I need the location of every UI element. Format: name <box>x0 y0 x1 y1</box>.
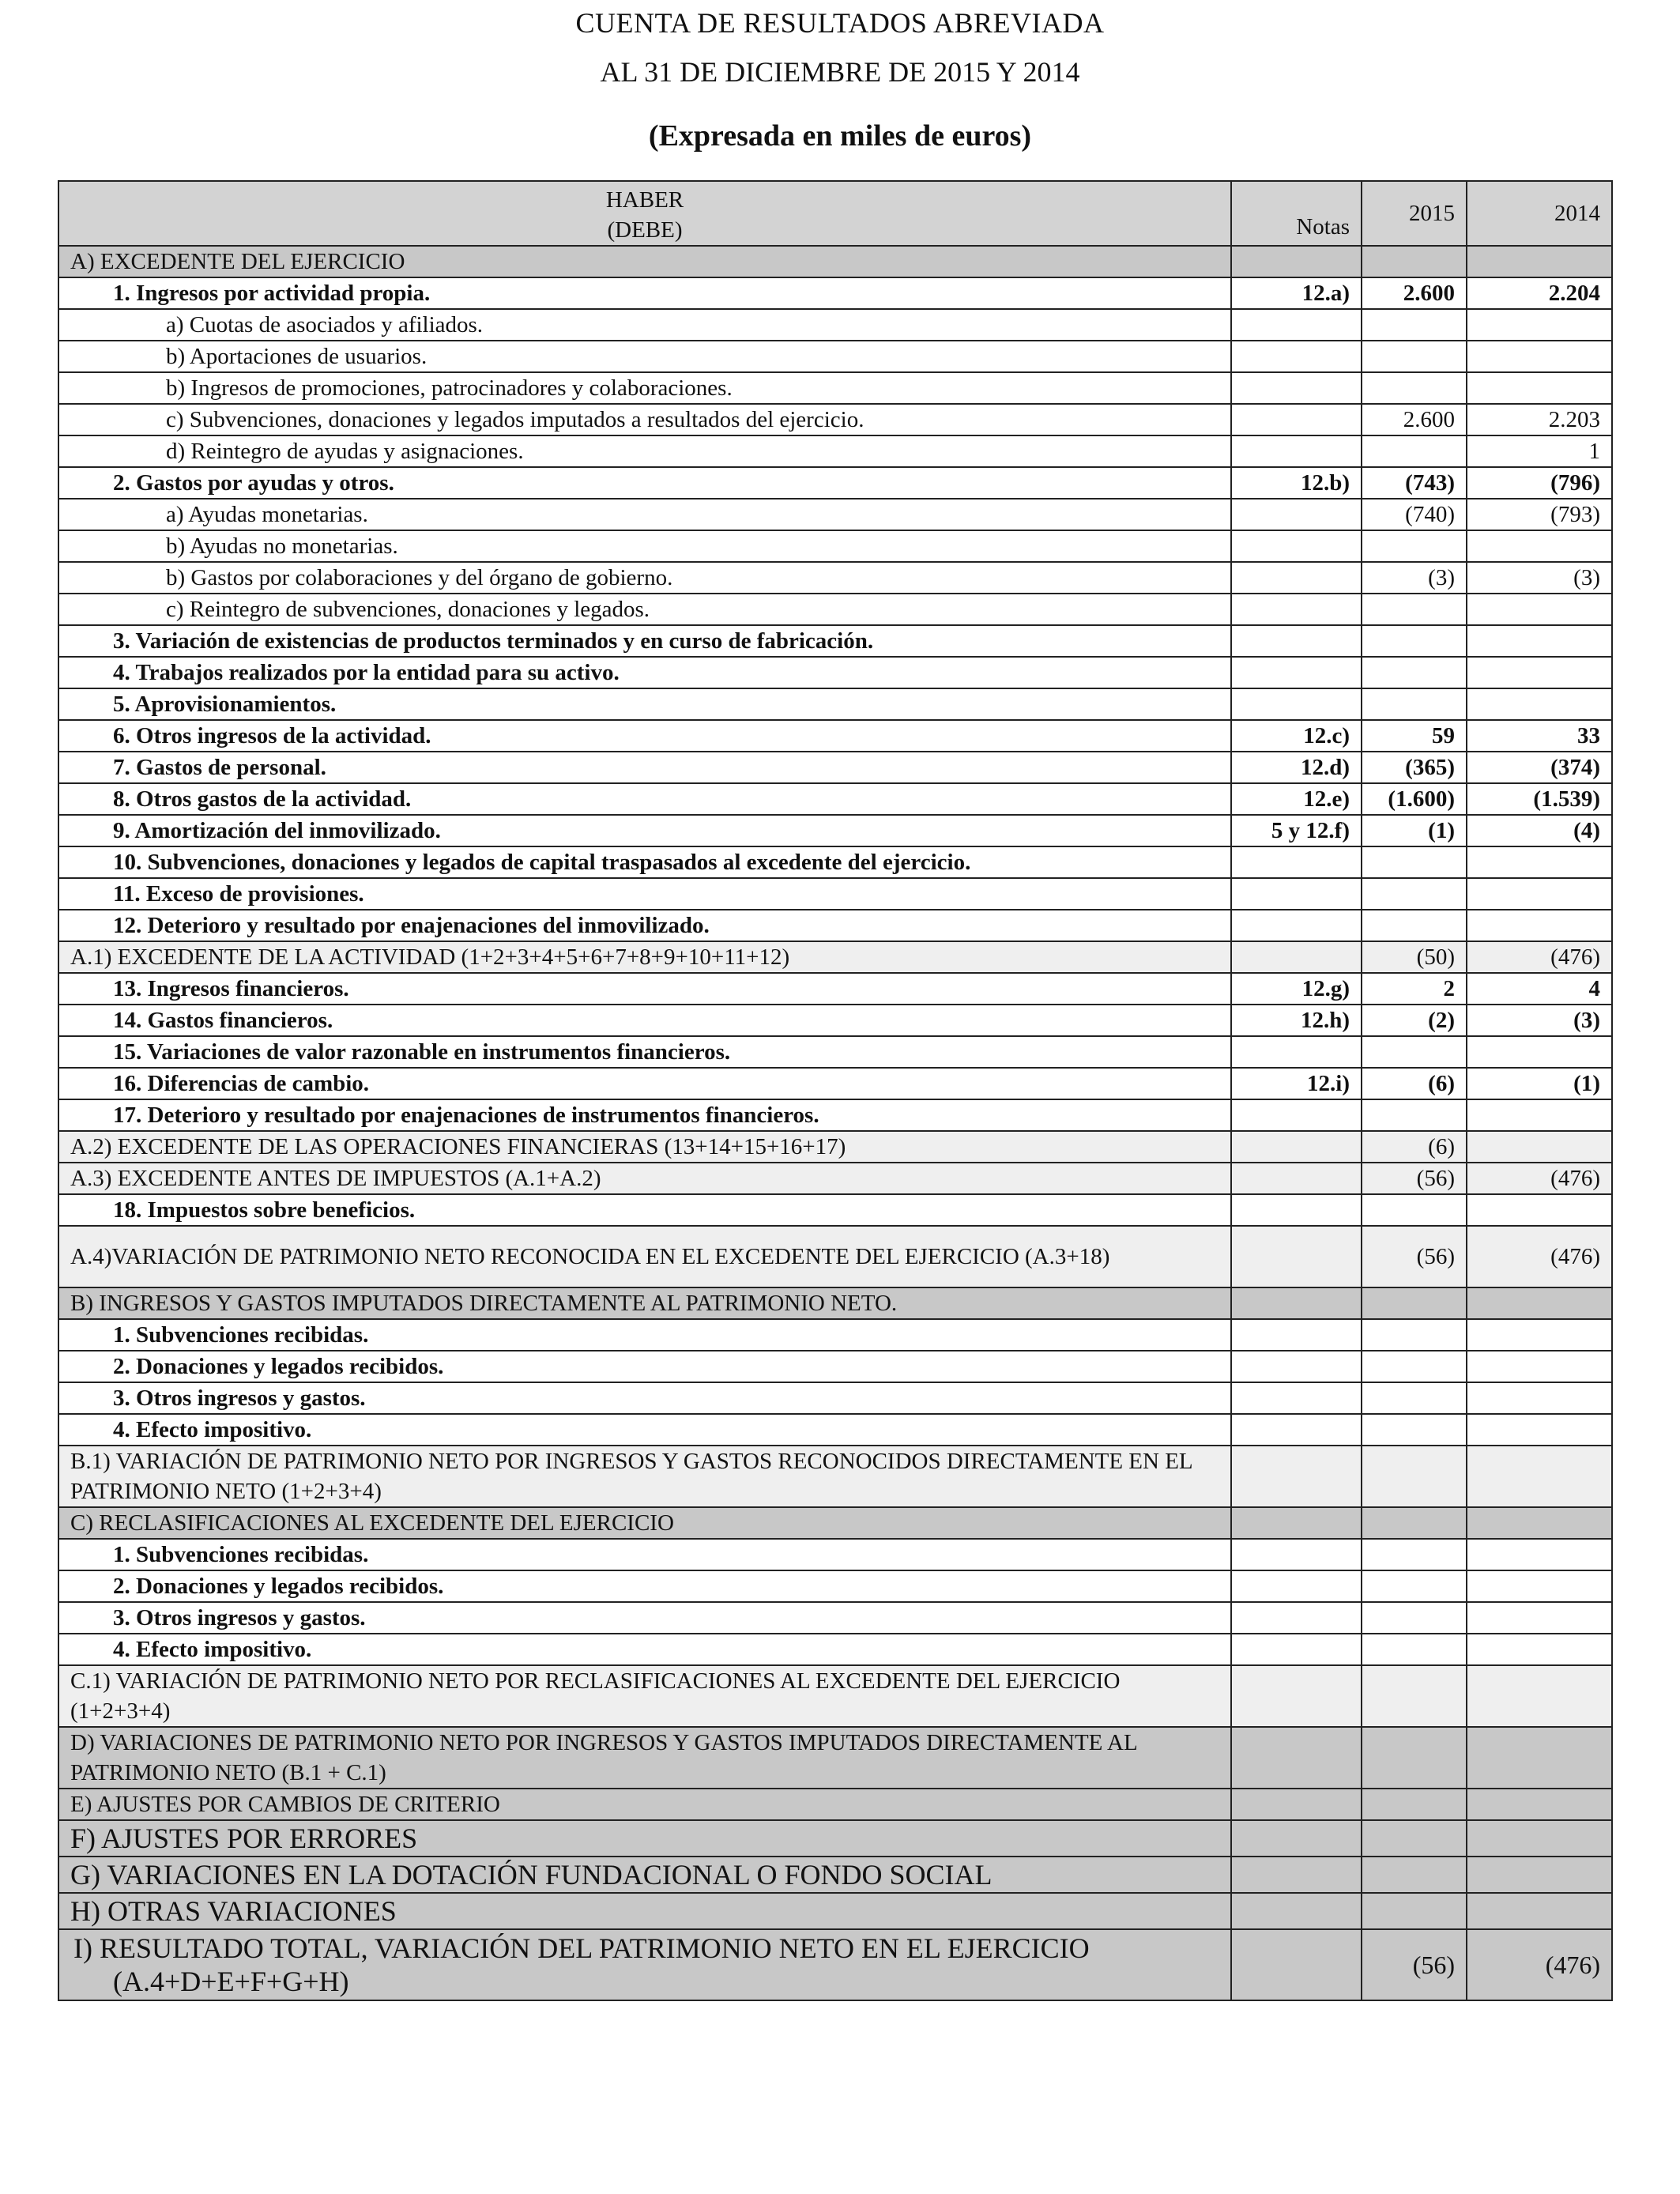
row-label: C.1) VARIACIÓN DE PATRIMONIO NETO POR RECLASIFICACIONES AL EXCEDENTE DEL EJERCICIO (1+2+3+4) <box>58 1665 1231 1727</box>
row-value-2015: (56) <box>1362 1163 1467 1194</box>
row-label: 11. Exceso de provisiones. <box>58 878 1231 910</box>
table-row <box>58 1099 1612 1131</box>
row-value-2015: (1) <box>1362 815 1467 846</box>
row-value-2015 <box>1362 910 1467 941</box>
report-subtitle: AL 31 DE DICIEMBRE DE 2015 Y 2014 <box>600 56 1080 88</box>
row-value-2014 <box>1467 1820 1612 1857</box>
row-notas <box>1231 1163 1362 1194</box>
table-row <box>58 372 1612 404</box>
row-value-2014 <box>1467 530 1612 562</box>
table-row <box>58 720 1612 752</box>
table-row <box>58 1319 1612 1351</box>
table-row <box>58 1789 1612 1820</box>
table-row <box>58 1820 1612 1857</box>
row-notas <box>1231 435 1362 467</box>
row-label: 4. Efecto impositivo. <box>58 1414 1231 1446</box>
row-notas <box>1231 1929 1362 2000</box>
row-label: 18. Impuestos sobre beneficios. <box>58 1194 1231 1226</box>
row-value-2015 <box>1362 657 1467 688</box>
row-label: 3. Otros ingresos y gastos. <box>58 1602 1231 1634</box>
header-2015: 2015 <box>1362 181 1467 246</box>
row-value-2014 <box>1467 1893 1612 1929</box>
row-label: 2. Donaciones y legados recibidos. <box>58 1570 1231 1602</box>
row-value-2015: (743) <box>1362 467 1467 499</box>
table-row <box>58 1539 1612 1570</box>
row-notas <box>1231 372 1362 404</box>
row-value-2014 <box>1467 246 1612 277</box>
row-value-2014 <box>1467 1036 1612 1068</box>
row-notas <box>1231 625 1362 657</box>
row-notas <box>1231 1414 1362 1446</box>
table-row <box>58 435 1612 467</box>
row-value-2014 <box>1467 1539 1612 1570</box>
table-row <box>58 404 1612 435</box>
row-notas <box>1231 910 1362 941</box>
table-row <box>58 1131 1612 1163</box>
row-notas: 5 y 12.f) <box>1231 815 1362 846</box>
row-notas: 12.i) <box>1231 1068 1362 1099</box>
row-value-2015 <box>1362 1789 1467 1820</box>
row-label: 2. Donaciones y legados recibidos. <box>58 1351 1231 1382</box>
table-row <box>58 1857 1612 1893</box>
row-notas <box>1231 1226 1362 1287</box>
row-notas <box>1231 1194 1362 1226</box>
row-value-2015 <box>1362 246 1467 277</box>
header-debe: (DEBE) <box>607 217 683 243</box>
table-row <box>58 1893 1612 1929</box>
report-unit-note: (Expresada en miles de euros) <box>648 119 1032 153</box>
row-value-2014 <box>1467 1414 1612 1446</box>
table-row <box>58 1446 1612 1507</box>
row-value-2014 <box>1467 846 1612 878</box>
row-value-2015 <box>1362 530 1467 562</box>
row-label: 1. Subvenciones recibidas. <box>58 1319 1231 1351</box>
row-value-2015 <box>1362 1351 1467 1382</box>
row-label: 1. Ingresos por actividad propia. <box>58 277 1231 309</box>
row-label: A) EXCEDENTE DEL EJERCICIO <box>58 246 1231 277</box>
row-label: H) OTRAS VARIACIONES <box>58 1893 1231 1929</box>
row-label: a) Cuotas de asociados y afiliados. <box>58 309 1231 341</box>
row-value-2014 <box>1467 1665 1612 1727</box>
row-value-2014 <box>1467 657 1612 688</box>
row-label: C) RECLASIFICACIONES AL EXCEDENTE DEL EJERCICIO <box>58 1507 1231 1539</box>
header-haber: HABER <box>605 187 684 213</box>
row-notas <box>1231 1319 1362 1351</box>
row-label: 12. Deterioro y resultado por enajenaciones del inmovilizado. <box>58 910 1231 941</box>
row-value-2015 <box>1362 1727 1467 1789</box>
table-row <box>58 688 1612 720</box>
header-2014: 2014 <box>1467 181 1612 246</box>
row-value-2015 <box>1362 1507 1467 1539</box>
row-label: 4. Efecto impositivo. <box>58 1634 1231 1665</box>
row-value-2015 <box>1362 594 1467 625</box>
row-label: 9. Amortización del inmovilizado. <box>58 815 1231 846</box>
row-notas <box>1231 941 1362 973</box>
row-value-2015 <box>1362 341 1467 372</box>
row-label: 13. Ingresos financieros. <box>58 973 1231 1005</box>
table-row <box>58 1005 1612 1036</box>
row-value-2014: (374) <box>1467 752 1612 783</box>
table-row <box>58 1602 1612 1634</box>
row-label: 6. Otros ingresos de la actividad. <box>58 720 1231 752</box>
row-value-2014: (3) <box>1467 1005 1612 1036</box>
row-value-2014: 2.204 <box>1467 277 1612 309</box>
row-value-2014 <box>1467 309 1612 341</box>
table-row <box>58 1665 1612 1727</box>
row-label: A.4)VARIACIÓN DE PATRIMONIO NETO RECONOCIDA EN EL EXCEDENTE DEL EJERCICIO (A.3+18) <box>58 1226 1231 1287</box>
table-row <box>58 1194 1612 1226</box>
row-value-2015: 2 <box>1362 973 1467 1005</box>
table-row <box>58 1068 1612 1099</box>
row-label: A.1) EXCEDENTE DE LA ACTIVIDAD (1+2+3+4+5+6+7+8+9+10+11+12) <box>58 941 1231 973</box>
row-notas <box>1231 1382 1362 1414</box>
row-value-2014 <box>1467 1634 1612 1665</box>
row-notas <box>1231 1893 1362 1929</box>
row-value-2015 <box>1362 1539 1467 1570</box>
row-notas <box>1231 878 1362 910</box>
row-notas <box>1231 1602 1362 1634</box>
row-label: 4. Trabajos realizados por la entidad para su activo. <box>58 657 1231 688</box>
row-notas <box>1231 341 1362 372</box>
row-label: 14. Gastos financieros. <box>58 1005 1231 1036</box>
table-row <box>58 277 1612 309</box>
row-value-2015: (50) <box>1362 941 1467 973</box>
row-notas <box>1231 1131 1362 1163</box>
row-notas <box>1231 1099 1362 1131</box>
row-value-2015 <box>1362 1570 1467 1602</box>
row-value-2014: 1 <box>1467 435 1612 467</box>
table-row <box>58 594 1612 625</box>
row-value-2014 <box>1467 1194 1612 1226</box>
table-row <box>58 973 1612 1005</box>
table-row <box>58 910 1612 941</box>
row-value-2014 <box>1467 341 1612 372</box>
row-notas <box>1231 1634 1362 1665</box>
row-value-2014: (1) <box>1467 1068 1612 1099</box>
row-value-2014 <box>1467 1570 1612 1602</box>
row-notas <box>1231 1507 1362 1539</box>
row-value-2014 <box>1467 1857 1612 1893</box>
row-value-2015: (2) <box>1362 1005 1467 1036</box>
row-value-2014 <box>1467 1131 1612 1163</box>
row-value-2014: (476) <box>1467 1226 1612 1287</box>
row-label: 8. Otros gastos de la actividad. <box>58 783 1231 815</box>
row-value-2015 <box>1362 435 1467 467</box>
row-value-2014: (793) <box>1467 499 1612 530</box>
row-label: c) Subvenciones, donaciones y legados imputados a resultados del ejercicio. <box>58 404 1231 435</box>
row-label: 16. Diferencias de cambio. <box>58 1068 1231 1099</box>
row-notas <box>1231 1351 1362 1382</box>
row-value-2014: (796) <box>1467 467 1612 499</box>
row-label: c) Reintegro de subvenciones, donaciones y legados. <box>58 594 1231 625</box>
row-value-2014 <box>1467 1319 1612 1351</box>
row-label: I) RESULTADO TOTAL, VARIACIÓN DEL PATRIMONIO NETO EN EL EJERCICIO (A.4+D+E+F+G+H) <box>58 1929 1231 2000</box>
row-value-2015 <box>1362 1857 1467 1893</box>
row-value-2015 <box>1362 1194 1467 1226</box>
row-value-2015 <box>1362 1414 1467 1446</box>
row-value-2015 <box>1362 309 1467 341</box>
row-notas <box>1231 530 1362 562</box>
row-value-2015 <box>1362 1382 1467 1414</box>
row-value-2015 <box>1362 846 1467 878</box>
row-value-2015: 2.600 <box>1362 277 1467 309</box>
row-value-2014 <box>1467 878 1612 910</box>
row-value-2015 <box>1362 1665 1467 1727</box>
row-label: D) VARIACIONES DE PATRIMONIO NETO POR INGRESOS Y GASTOS IMPUTADOS DIRECTAMENTE AL PATRIMONIO NETO (B.1 + C.1) <box>58 1727 1231 1789</box>
row-label: 10. Subvenciones, donaciones y legados de capital traspasados al excedente del ejercicio. <box>58 846 1231 878</box>
row-notas: 12.h) <box>1231 1005 1362 1036</box>
row-label: 15. Variaciones de valor razonable en instrumentos financieros. <box>58 1036 1231 1068</box>
row-notas <box>1231 1446 1362 1507</box>
row-label: 2. Gastos por ayudas y otros. <box>58 467 1231 499</box>
row-value-2015: (365) <box>1362 752 1467 783</box>
row-label: a) Ayudas monetarias. <box>58 499 1231 530</box>
row-value-2014: 4 <box>1467 973 1612 1005</box>
row-value-2015: (6) <box>1362 1131 1467 1163</box>
row-value-2014 <box>1467 1099 1612 1131</box>
table-row <box>58 752 1612 783</box>
row-value-2015 <box>1362 1319 1467 1351</box>
row-value-2015: (6) <box>1362 1068 1467 1099</box>
row-value-2015 <box>1362 1820 1467 1857</box>
table-row <box>58 467 1612 499</box>
row-notas <box>1231 499 1362 530</box>
row-value-2014 <box>1467 1727 1612 1789</box>
table-row <box>58 815 1612 846</box>
row-value-2015 <box>1362 625 1467 657</box>
table-row <box>58 562 1612 594</box>
table-header <box>58 181 1612 246</box>
table-row <box>58 1036 1612 1068</box>
row-value-2015 <box>1362 1099 1467 1131</box>
row-value-2014 <box>1467 625 1612 657</box>
table-row <box>58 878 1612 910</box>
table-row <box>58 499 1612 530</box>
row-notas <box>1231 1727 1362 1789</box>
row-label: 1. Subvenciones recibidas. <box>58 1539 1231 1570</box>
row-value-2014 <box>1467 910 1612 941</box>
row-label: 5. Aprovisionamientos. <box>58 688 1231 720</box>
row-label: 17. Deterioro y resultado por enajenaciones de instrumentos financieros. <box>58 1099 1231 1131</box>
row-value-2014: 2.203 <box>1467 404 1612 435</box>
row-label: A.3) EXCEDENTE ANTES DE IMPUESTOS (A.1+A.2) <box>58 1163 1231 1194</box>
row-value-2015: (1.600) <box>1362 783 1467 815</box>
row-label: b) Aportaciones de usuarios. <box>58 341 1231 372</box>
row-value-2015: (56) <box>1362 1929 1467 2000</box>
table-row <box>58 1929 1612 2000</box>
row-notas <box>1231 1820 1362 1857</box>
row-notas <box>1231 404 1362 435</box>
row-notas: 12.b) <box>1231 467 1362 499</box>
table-row <box>58 341 1612 372</box>
row-label: d) Reintegro de ayudas y asignaciones. <box>58 435 1231 467</box>
table-row <box>58 1351 1612 1382</box>
income-statement-table <box>58 180 1613 2001</box>
table-row <box>58 941 1612 973</box>
row-notas <box>1231 1665 1362 1727</box>
row-value-2014 <box>1467 594 1612 625</box>
row-notas: 12.c) <box>1231 720 1362 752</box>
table-row <box>58 1727 1612 1789</box>
row-notas <box>1231 1570 1362 1602</box>
row-value-2015: (56) <box>1362 1226 1467 1287</box>
row-notas <box>1231 1857 1362 1893</box>
row-notas <box>1231 562 1362 594</box>
table-row <box>58 246 1612 277</box>
row-value-2014 <box>1467 1382 1612 1414</box>
row-notas <box>1231 657 1362 688</box>
row-label: b) Ayudas no monetarias. <box>58 530 1231 562</box>
row-value-2015 <box>1362 1602 1467 1634</box>
row-notas: 12.a) <box>1231 277 1362 309</box>
row-value-2014 <box>1467 1351 1612 1382</box>
row-value-2014 <box>1467 1602 1612 1634</box>
row-value-2014 <box>1467 1507 1612 1539</box>
table-row <box>58 1507 1612 1539</box>
row-value-2014 <box>1467 688 1612 720</box>
row-label: b) Gastos por colaboraciones y del órgano de gobierno. <box>58 562 1231 594</box>
row-value-2015 <box>1362 878 1467 910</box>
row-value-2015: (3) <box>1362 562 1467 594</box>
row-value-2014 <box>1467 1789 1612 1820</box>
table-row <box>58 1634 1612 1665</box>
table-row <box>58 1570 1612 1602</box>
table-row <box>58 309 1612 341</box>
row-value-2014: (3) <box>1467 562 1612 594</box>
row-label: B.1) VARIACIÓN DE PATRIMONIO NETO POR INGRESOS Y GASTOS RECONOCIDOS DIRECTAMENTE EN EL PATRIMONIO NETO (1+2+3+4) <box>58 1446 1231 1507</box>
row-value-2015: (740) <box>1362 499 1467 530</box>
row-notas <box>1231 1287 1362 1319</box>
row-value-2014: (476) <box>1467 1929 1612 2000</box>
report-title: CUENTA DE RESULTADOS ABREVIADA <box>575 7 1105 39</box>
row-notas <box>1231 1539 1362 1570</box>
table-row <box>58 1287 1612 1319</box>
row-notas: 12.e) <box>1231 783 1362 815</box>
row-notas <box>1231 846 1362 878</box>
row-value-2015 <box>1362 1893 1467 1929</box>
row-value-2015 <box>1362 1036 1467 1068</box>
row-value-2015 <box>1362 1446 1467 1507</box>
row-notas <box>1231 1036 1362 1068</box>
row-value-2015 <box>1362 1287 1467 1319</box>
row-label: 3. Otros ingresos y gastos. <box>58 1382 1231 1414</box>
row-label: A.2) EXCEDENTE DE LAS OPERACIONES FINANCIERAS (13+14+15+16+17) <box>58 1131 1231 1163</box>
row-label: 7. Gastos de personal. <box>58 752 1231 783</box>
row-value-2015 <box>1362 688 1467 720</box>
row-value-2015: 2.600 <box>1362 404 1467 435</box>
row-notas <box>1231 246 1362 277</box>
row-value-2015: 59 <box>1362 720 1467 752</box>
row-notas: 12.g) <box>1231 973 1362 1005</box>
header-notas: Notas <box>1231 181 1362 246</box>
table-row <box>58 783 1612 815</box>
row-value-2014 <box>1467 1287 1612 1319</box>
row-value-2014 <box>1467 1446 1612 1507</box>
row-label: F) AJUSTES POR ERRORES <box>58 1820 1231 1857</box>
table-row <box>58 1163 1612 1194</box>
row-label: B) INGRESOS Y GASTOS IMPUTADOS DIRECTAMENTE AL PATRIMONIO NETO. <box>58 1287 1231 1319</box>
row-value-2014: (4) <box>1467 815 1612 846</box>
table-row <box>58 1414 1612 1446</box>
header-concept <box>58 181 1231 246</box>
row-notas <box>1231 309 1362 341</box>
row-value-2015 <box>1362 1634 1467 1665</box>
row-value-2014: (476) <box>1467 941 1612 973</box>
row-notas <box>1231 594 1362 625</box>
table-row <box>58 846 1612 878</box>
row-value-2014: 33 <box>1467 720 1612 752</box>
row-value-2015 <box>1362 372 1467 404</box>
row-notas <box>1231 688 1362 720</box>
table-row <box>58 1226 1612 1287</box>
table-row <box>58 625 1612 657</box>
row-label: E) AJUSTES POR CAMBIOS DE CRITERIO <box>58 1789 1231 1820</box>
row-label: 3. Variación de existencias de productos terminados y en curso de fabricación. <box>58 625 1231 657</box>
row-notas: 12.d) <box>1231 752 1362 783</box>
row-label: G) VARIACIONES EN LA DOTACIÓN FUNDACIONAL O FONDO SOCIAL <box>58 1857 1231 1893</box>
table-row <box>58 1382 1612 1414</box>
row-notas <box>1231 1789 1362 1820</box>
table-row <box>58 657 1612 688</box>
row-value-2014: (476) <box>1467 1163 1612 1194</box>
row-label: b) Ingresos de promociones, patrocinadores y colaboraciones. <box>58 372 1231 404</box>
table-row <box>58 530 1612 562</box>
row-value-2014: (1.539) <box>1467 783 1612 815</box>
row-value-2014 <box>1467 372 1612 404</box>
